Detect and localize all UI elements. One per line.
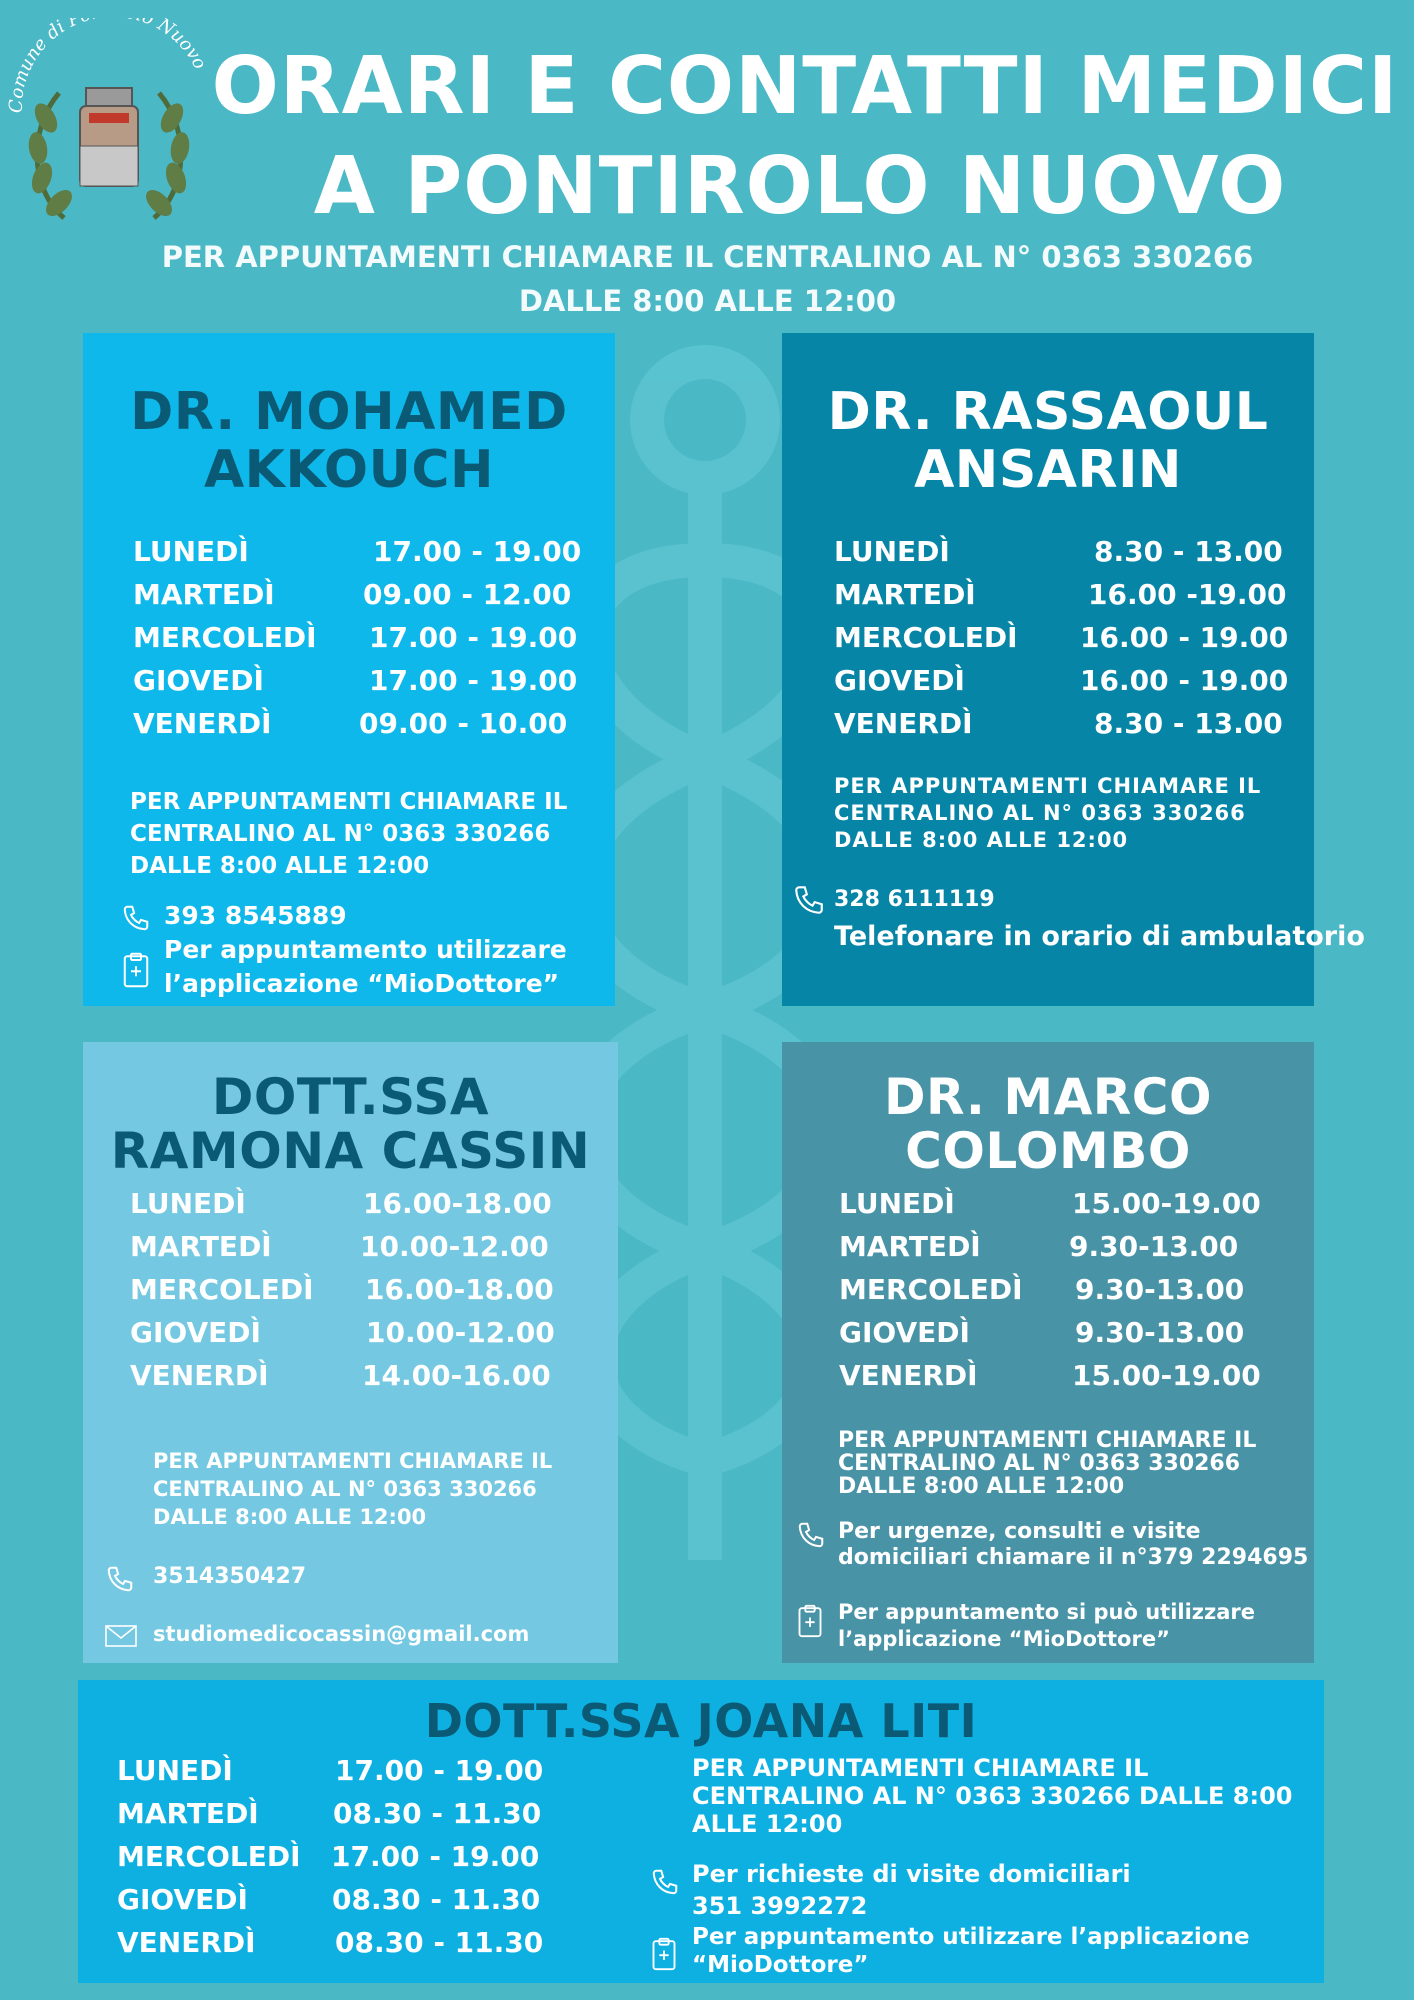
clipboard-icon — [650, 1936, 678, 1972]
schedule-row — [839, 1273, 1299, 1316]
schedule-day: VENERDÌ — [130, 1359, 269, 1392]
clipboard-icon — [796, 1603, 824, 1639]
schedule-day: LUNEDÌ — [117, 1754, 233, 1787]
email-link[interactable]: studiomedicocassin@gmail.com — [153, 1622, 530, 1646]
schedule-day: LUNEDÌ — [133, 535, 249, 568]
schedule-row — [133, 578, 593, 621]
schedule-row — [130, 1273, 600, 1316]
schedule-day: GIOVEDÌ — [839, 1316, 970, 1349]
page-title-line2: A PONTIROLO NUOVO — [313, 140, 1287, 232]
schedule-hours: 17.00 - 19.00 — [373, 535, 582, 568]
doctor-name-line2: ANSARIN — [914, 440, 1182, 500]
mail-icon — [105, 1625, 137, 1647]
ambulatory-note: Telefonare in orario di ambulatorio — [834, 921, 1365, 952]
schedule-row — [133, 535, 593, 578]
schedule-table — [133, 535, 593, 750]
schedule-row — [834, 707, 1294, 750]
schedule-row — [834, 535, 1294, 578]
doctor-name-line2: COLOMBO — [905, 1122, 1191, 1180]
schedule-hours: 8.30 - 13.00 — [1094, 535, 1283, 568]
schedule-row — [834, 578, 1294, 621]
phone-icon — [121, 903, 151, 933]
app-note-line2: l’applicazione “MioDottore” — [164, 969, 560, 998]
appointment-note-line1: PER APPUNTAMENTI CHIAMARE IL — [130, 789, 568, 815]
schedule-day: MERCOLEDÌ — [839, 1273, 1023, 1306]
phone-number[interactable]: 3514350427 — [153, 1564, 307, 1589]
schedule-hours: 17.00 - 19.00 — [369, 621, 578, 654]
schedule-day: MARTEDÌ — [117, 1797, 259, 1830]
appointment-note-line2: CENTRALINO AL N° 0363 330266 — [834, 801, 1246, 825]
schedule-day: LUNEDÌ — [834, 535, 950, 568]
appointment-note-line3: DALLE 8:00 ALLE 12:00 — [153, 1505, 427, 1529]
schedule-day: GIOVEDÌ — [834, 664, 965, 697]
appointment-note-line2: CENTRALINO AL N° 0363 330266 — [838, 1451, 1241, 1476]
doctor-name-line1: DR. RASSAOUL — [827, 382, 1269, 442]
schedule-hours: 9.30-13.00 — [1075, 1273, 1245, 1306]
schedule-hours: 10.00-12.00 — [360, 1230, 549, 1263]
schedule-row — [130, 1316, 600, 1359]
urgent-note-line2[interactable]: domiciliari chiamare il n°379 2294695 — [838, 1545, 1309, 1570]
page-subtitle-line2: DALLE 8:00 ALLE 12:00 — [518, 284, 897, 318]
appointment-note-line2: CENTRALINO AL N° 0363 330266 — [130, 821, 551, 847]
schedule-day: VENERDÌ — [839, 1359, 978, 1392]
home-visit-note: Per richieste di visite domiciliari — [692, 1860, 1131, 1888]
appointment-note-line1: PER APPUNTAMENTI CHIAMARE IL — [838, 1428, 1257, 1453]
schedule-day: GIOVEDÌ — [133, 664, 264, 697]
appointment-note-line2: CENTRALINO AL N° 0363 330266 DALLE 8:00 — [692, 1782, 1293, 1810]
schedule-row — [117, 1754, 544, 1797]
page-subtitle-line1: PER APPUNTAMENTI CHIAMARE IL CENTRALINO AL N° 0363 330266 — [161, 240, 1254, 274]
phone-number[interactable]: 328 6111119 — [834, 887, 995, 912]
phone-number[interactable]: 393 8545889 — [164, 901, 347, 930]
schedule-hours: 17.00 - 19.00 — [331, 1840, 540, 1873]
schedule-day: VENERDÌ — [834, 707, 973, 740]
schedule-day: MERCOLEDÌ — [117, 1840, 301, 1873]
schedule-row — [839, 1187, 1299, 1230]
schedule-day: MERCOLEDÌ — [133, 621, 317, 654]
schedule-row — [839, 1359, 1299, 1402]
schedule-row — [133, 707, 593, 750]
schedule-hours: 16.00 -19.00 — [1088, 578, 1287, 611]
appointment-note-line3: DALLE 8:00 ALLE 12:00 — [834, 828, 1129, 852]
schedule-row — [839, 1230, 1299, 1273]
schedule-hours: 08.30 - 11.30 — [335, 1926, 544, 1959]
appointment-note-line3: DALLE 8:00 ALLE 12:00 — [838, 1474, 1125, 1499]
app-note-line1: Per appuntamento si può utilizzare — [838, 1600, 1256, 1624]
schedule-hours: 16.00 - 19.00 — [1080, 621, 1289, 654]
doctor-name-line2: RAMONA CASSIN — [110, 1122, 591, 1180]
schedule-row — [133, 664, 593, 707]
schedule-hours: 16.00-18.00 — [365, 1273, 554, 1306]
schedule-day: LUNEDÌ — [130, 1187, 246, 1220]
schedule-hours: 16.00-18.00 — [363, 1187, 552, 1220]
schedule-table — [834, 535, 1294, 750]
schedule-hours: 15.00-19.00 — [1072, 1187, 1261, 1220]
schedule-hours: 10.00-12.00 — [366, 1316, 555, 1349]
schedule-hours: 9.30-13.00 — [1069, 1230, 1239, 1263]
app-note-line1: Per appuntamento utilizzare l’applicazione — [692, 1924, 1250, 1950]
schedule-row — [130, 1359, 600, 1402]
schedule-day: MERCOLEDÌ — [130, 1273, 314, 1306]
appointment-note-line3: DALLE 8:00 ALLE 12:00 — [130, 853, 430, 879]
app-note-line2: “MioDottore” — [692, 1952, 869, 1978]
doctor-card-liti — [78, 1680, 1324, 1983]
doctor-card-cassin — [83, 1042, 618, 1663]
appointment-note-line1: PER APPUNTAMENTI CHIAMARE IL — [834, 774, 1262, 798]
schedule-table — [130, 1187, 600, 1402]
schedule-day: GIOVEDÌ — [130, 1316, 261, 1349]
schedule-row — [117, 1883, 541, 1926]
doctor-name-line2: AKKOUCH — [203, 440, 495, 500]
schedule-hours: 9.30-13.00 — [1075, 1316, 1245, 1349]
phone-icon — [792, 883, 826, 917]
schedule-hours: 8.30 - 13.00 — [1094, 707, 1283, 740]
page-title-line1: ORARI E CONTATTI MEDICI — [211, 40, 1399, 132]
phone-icon — [796, 1520, 826, 1550]
doctor-card-akkouch — [83, 333, 615, 1006]
doctor-card-ansarin — [782, 333, 1365, 1006]
schedule-day: MARTEDÌ — [130, 1230, 272, 1263]
schedule-day: GIOVEDÌ — [117, 1883, 248, 1916]
schedule-hours: 09.00 - 12.00 — [363, 578, 572, 611]
municipality-crest — [4, 18, 214, 238]
appointment-note-line2: CENTRALINO AL N° 0363 330266 — [153, 1477, 537, 1501]
schedule-hours: 09.00 - 10.00 — [359, 707, 568, 740]
urgent-note-line1: Per urgenze, consulti e visite — [838, 1519, 1201, 1544]
schedule-row — [834, 621, 1294, 664]
doctor-name-line1: DOTT.SSA — [211, 1068, 490, 1126]
doctor-name-line1: DR. MARCO — [884, 1068, 1212, 1126]
doctor-card-colombo — [782, 1042, 1314, 1663]
schedule-hours: 16.00 - 19.00 — [1080, 664, 1289, 697]
schedule-day: MARTEDÌ — [133, 578, 275, 611]
crest-text: Comune di P Nuovo — [5, 18, 211, 114]
schedule-row — [130, 1187, 600, 1230]
app-note-line1: Per appuntamento utilizzare — [164, 935, 567, 964]
schedule-hours: 08.30 - 11.30 — [332, 1883, 541, 1916]
doctor-name-line1: DR. MOHAMED — [130, 382, 568, 442]
phone-icon — [650, 1867, 680, 1897]
phone-icon — [105, 1564, 135, 1594]
schedule-hours: 14.00-16.00 — [362, 1359, 551, 1392]
schedule-day: MARTEDÌ — [839, 1230, 981, 1263]
home-visit-phone[interactable]: 351 3992272 — [692, 1892, 868, 1920]
app-note-line2: l’applicazione “MioDottore” — [838, 1627, 1170, 1651]
appointment-note-line3: ALLE 12:00 — [692, 1810, 843, 1838]
schedule-hours: 08.30 - 11.30 — [333, 1797, 542, 1830]
schedule-row — [117, 1926, 544, 1969]
schedule-hours: 17.00 - 19.00 — [369, 664, 578, 697]
schedule-day: MARTEDÌ — [834, 578, 976, 611]
schedule-row — [133, 621, 593, 664]
appointment-note-line1: PER APPUNTAMENTI CHIAMARE IL — [153, 1449, 553, 1473]
clipboard-icon — [121, 951, 151, 989]
schedule-day: VENERDÌ — [117, 1926, 256, 1959]
schedule-row — [834, 664, 1294, 707]
schedule-table — [117, 1754, 544, 1969]
schedule-row — [117, 1797, 542, 1840]
schedule-table — [839, 1187, 1299, 1402]
doctor-name: DOTT.SSA JOANA LITI — [424, 1694, 978, 1748]
schedule-row — [117, 1840, 540, 1883]
schedule-hours: 15.00-19.00 — [1072, 1359, 1261, 1392]
schedule-hours: 17.00 - 19.00 — [335, 1754, 544, 1787]
appointment-note-line1: PER APPUNTAMENTI CHIAMARE IL — [692, 1754, 1149, 1782]
schedule-day: MERCOLEDÌ — [834, 621, 1018, 654]
schedule-day: LUNEDÌ — [839, 1187, 955, 1220]
schedule-day: VENERDÌ — [133, 707, 272, 740]
schedule-row — [130, 1230, 600, 1273]
schedule-row — [839, 1316, 1299, 1359]
